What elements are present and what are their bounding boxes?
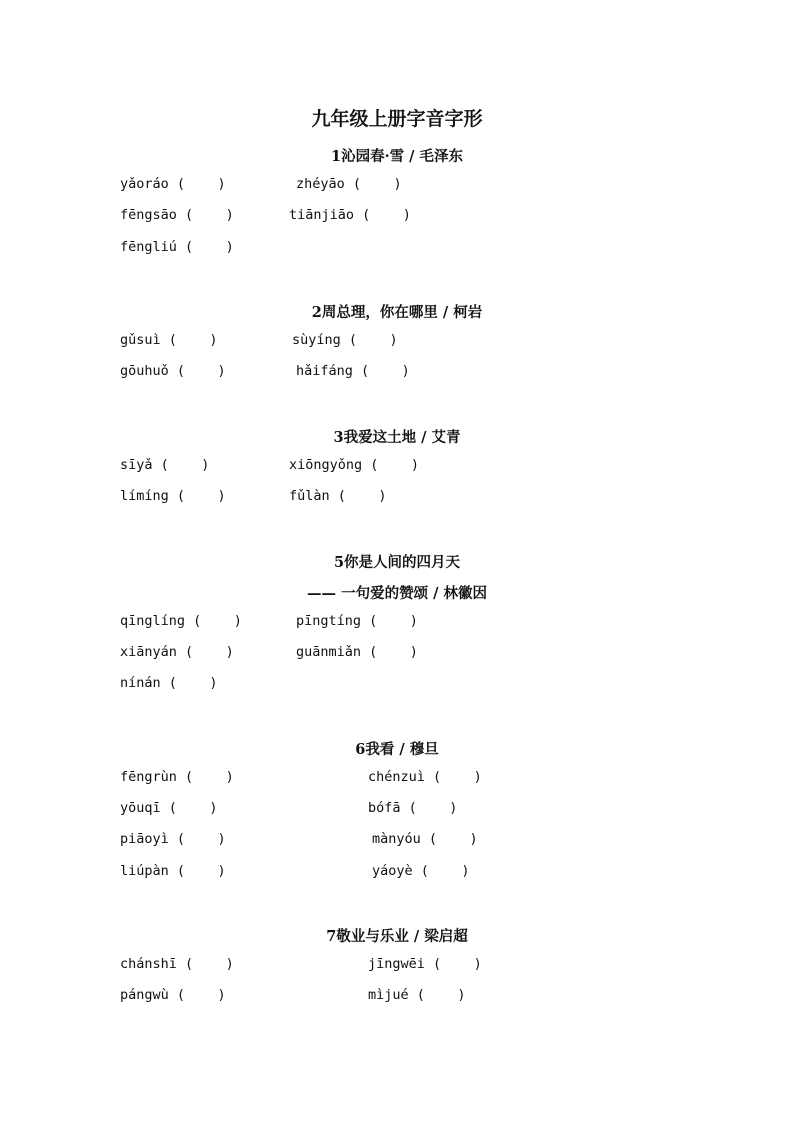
pinyin-item: hǎifáng ( ) [296, 363, 410, 379]
pinyin-item: mìjué ( ) [368, 987, 466, 1003]
pinyin-item: límíng ( ) [120, 488, 226, 504]
section-subheading: —— 一句爱的赞颂 / 林徽因 [307, 585, 487, 602]
pinyin-item: xiōngyǒng ( ) [289, 457, 420, 473]
pinyin-item: yáoyè ( ) [372, 863, 470, 879]
section-heading: 7敬业与乐业 / 梁启超 [326, 928, 468, 945]
pinyin-item: bófā ( ) [368, 800, 458, 816]
pinyin-item: xiānyán ( ) [120, 644, 234, 660]
pinyin-item: fēngliú ( ) [120, 239, 234, 255]
pinyin-item: yōuqī ( ) [120, 800, 218, 816]
pinyin-item: guānmiǎn ( ) [296, 644, 418, 660]
pinyin-item: liúpàn ( ) [120, 863, 226, 879]
pinyin-item: mànyóu ( ) [372, 831, 478, 847]
pinyin-item: fēngsāo ( ) [120, 207, 234, 223]
section-heading: 1沁园春·雪 / 毛泽东 [330, 148, 464, 165]
pinyin-item: fǔlàn ( ) [289, 488, 387, 504]
pinyin-item: pīngtíng ( ) [296, 613, 418, 629]
pinyin-item: gǔsuì ( ) [120, 332, 218, 348]
pinyin-item: zhéyāo ( ) [296, 176, 402, 192]
pinyin-item: sùyíng ( ) [292, 332, 398, 348]
pinyin-item: chénzuì ( ) [368, 769, 482, 785]
pinyin-item: fēngrùn ( ) [120, 769, 234, 785]
pinyin-item: piāoyì ( ) [120, 831, 226, 847]
section-heading: 5你是人间的四月天 [333, 554, 461, 571]
pinyin-item: pángwù ( ) [120, 987, 226, 1003]
section-heading: 2周总理，你在哪里 / 柯岩 [311, 304, 483, 321]
page-title: 九年级上册字音字形 [311, 108, 483, 130]
pinyin-item: qīnglíng ( ) [120, 613, 242, 629]
pinyin-item: yǎoráo ( ) [120, 176, 226, 192]
pinyin-item: chánshī ( ) [120, 956, 234, 972]
pinyin-item: jīngwēi ( ) [368, 956, 482, 972]
section-heading: 6我看 / 穆旦 [355, 741, 439, 758]
pinyin-item: nínán ( ) [120, 675, 218, 691]
pinyin-item: sīyǎ ( ) [120, 457, 210, 473]
pinyin-item: gōuhuǒ ( ) [120, 363, 226, 379]
pinyin-item: tiānjiāo ( ) [289, 207, 411, 223]
section-heading: 3我爱这土地 / 艾青 [333, 429, 461, 446]
